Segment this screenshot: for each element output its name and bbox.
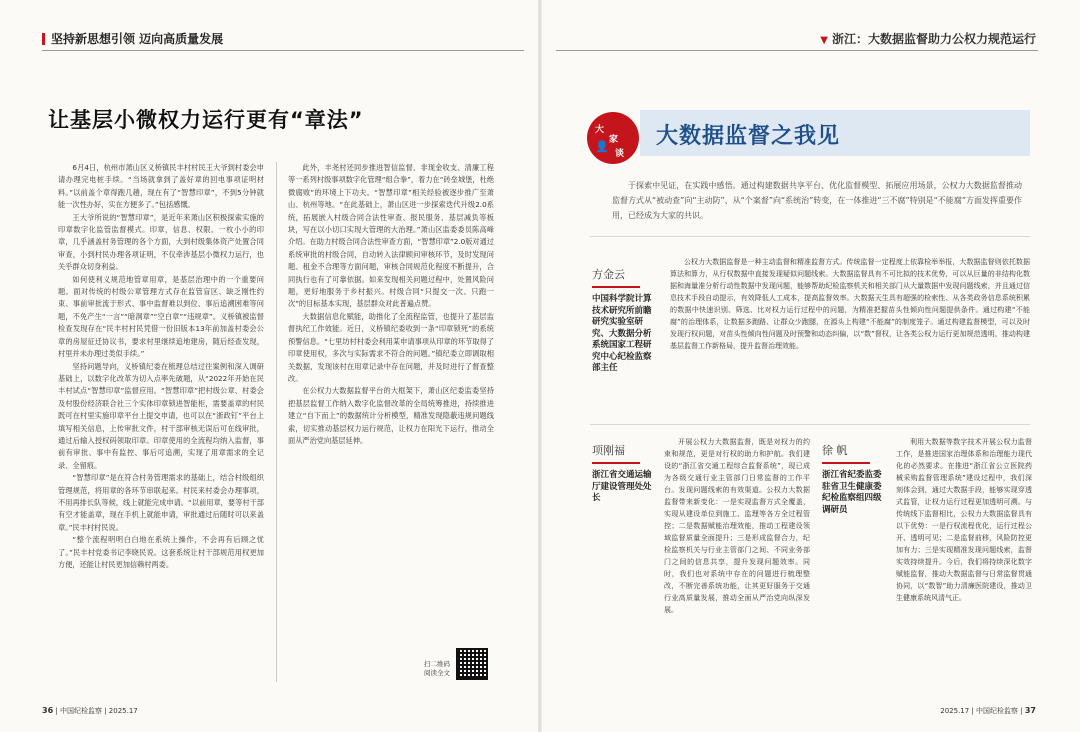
paragraph: 开展公权力大数据监督，既是对权力的约束和规范，更是对行权的助力和护航。我们建设的“浙江省交通工程综合监督系统”，现已成为各级交通行业主管部门日常监督的工作平台。发现问题线索的有效渠道。公权力大数据监督带来新变化：一是实现监督方式全覆盖，实现从建设单位到施工、监理等各方全过程管控；二是数据赋能治理效能，推动工程建设领域监督质量全面提升；三是形成监督合力，纪检监察机关与行业主管部门之间、不同业务部门之间的信息共享，提升发现问题效率。同时，我们也对系统中存在的问题进行梳理整改，不断完善系统功能，让其更好服务于交通行业高质量发展，推动全面从严治党向纵深发展。 bbox=[664, 438, 810, 614]
section-divider bbox=[590, 424, 1030, 425]
intro-divider bbox=[590, 236, 1030, 237]
paragraph: 如何使利义规范地管章用章，是基层治理中的一个重要问题。面对传统的村级公章管理方式存在监管盲区、缺乏刚性约束、事前审批流于形式、事中监督难以到位、事后追溯困难等问题，不免产生“一言”“暗洞章”“空白章”“违规章”。义桥镇被监督检查发现存在“民丰村村民凭借一份旧版本13年前加盖村委会公章的房屋征迁协议书，要求村里继续追地建房，随后经查发现，村里并未办理过类似手续。” bbox=[58, 274, 264, 359]
paragraph: 王大爷所说的“智慧印章”，是近年来萧山区积极探索实施的印章数字化监管监督模式。印章，信息、权限。一枚小小的印章，几乎涵盖村务管理的各个方面，大到村级集体资产处置合同审查，小到村民办理各项证明，不仅牵涉基层小微权力运行，也关乎群众切身利益。 bbox=[58, 212, 264, 272]
paragraph: 6月4日，杭州市萧山区义桥镇民丰村村民王大爷到村委会申请办理完电桩手续。“当场就拿到了盖好章的回电事项证明材料。”以前盖个章得跑几趟，现在有了“智慧印章”，不到5分钟就能一次性办好，实在方便多了。”包括感慨。 bbox=[58, 163, 264, 210]
author-title: 中国科学院计算技术研究所前瞻研究实验室研究、大数据分析系统国家工程研究中心纪检监察部主任 bbox=[592, 294, 652, 373]
right-running-head-text: 浙江：大数据监督助力公权力规范运行 bbox=[831, 32, 1036, 46]
author-accent-line bbox=[592, 286, 640, 288]
left-running-head: 坚持新思想引领 迈向高质量发展 bbox=[42, 30, 223, 47]
paragraph: 此外，丰尧村还同步推进智信监督、非现金收支、清廉工程等一系列村级事项数字化管理“组合拳”，着力在“砖垒城堡，杜绝微腐败”的环境上下功夫。“智慧印章”相关经验被逐步推广至萧山、杭州等地。“在此基础上，萧山区进一步探索迭代升级2.0系统，拓展嵌入村级合同合法性审查、报民服务、基层减负等板块，写在以小切口实现大管理的大治理。”萧山区监委委员陈高峰介绍。在助力村级合同合法性审查方面，“智慧印章”2.0版对通过系统审批的村级合同，自动转入法律顾问审核环节，及时发现问题、租金不合理等方面问题，审核合同规范化程度不断提升，合同执行也有了可靠依据。如来发现相关问题过程中，处置风险问题，更好地服务于乡村振兴。村级合同“只提交一次、只跑一次”的目标基本实现，基层群众对此普遍点赞。 bbox=[288, 163, 494, 309]
right-footer-date: 2025.17 bbox=[940, 707, 970, 715]
triangle-icon: ▼ bbox=[820, 35, 828, 46]
right-footer-magazine: 中国纪检监察 bbox=[976, 707, 1019, 715]
author-2-text bbox=[592, 436, 810, 690]
right-footer: 2025.17 | 中国纪检监察 | 37 bbox=[940, 706, 1036, 715]
badge-char: 谈 bbox=[615, 149, 625, 159]
left-header-rule bbox=[42, 50, 524, 51]
section-intro: 于探索中见证，在实践中感悟。通过构建数据共享平台、优化监督模型、拓展应用场景，公权力大数据监督推动监督方式从“被动查”向“主动防”、从“个案督”向“系统治”转变，在一体推进“三不腐”特别是“不能腐”方面发挥重要作用，已经成为大家的共识。 bbox=[612, 181, 1022, 220]
paragraph: 利用大数据等数字技术开展公权力监督工作，是推进国家治理体系和治理能力现代化的必然要求。在推进“浙江省公立医院药械采购监督管理系统”建设过程中，我们深刻体会到，通过大数据手段，能够实现穿透式监管，让权力运行过程更加透明可溯。与传统线下监督相比，公权力大数据监督具有以下优势：一是行权流程优化，运行过程公开、透明可见；二是监督前移，风险防控更加有力；三是实现精准发现问题线索，监督实效持续提升。今后，我们将持续深化数字赋能监督，推动大数据监督与日常监督贯通协同，以“数智”助力清廉医院建设，推动卫生健康系统风清气正。 bbox=[896, 438, 1032, 602]
author-name: 方金云 bbox=[592, 268, 625, 281]
badge-char: 家 bbox=[609, 135, 619, 145]
qr-code[interactable] bbox=[456, 648, 488, 680]
column-banner bbox=[640, 110, 1030, 156]
paragraph: “整个流程明明白白地在系统上操作，不会再有后顾之忧了。”民丰村党委书记李晓民说。这套系统让村干部规范用权更加方便，还能让村民更加信赖村两委。 bbox=[58, 535, 264, 569]
right-header-rule bbox=[556, 50, 1038, 51]
left-footer: 36 | 中国纪检监察 | 2025.17 bbox=[42, 706, 138, 715]
author-title: 浙江省交通运输厅建设管理处处长 bbox=[592, 470, 652, 503]
article-headline: 让基层小微权力运行更有“章法” bbox=[48, 108, 364, 132]
left-column-1 bbox=[58, 162, 264, 692]
left-footer-date: 2025.17 bbox=[108, 707, 138, 715]
paragraph: 在公权力大数据监督平台的大框架下，萧山区纪委监委坚持把基层监督工作纳入数字化监督改革的全局统筹推进，持续推进建立“自下而上”的数据统计分析模型，精准发现隐蔽违规问题线索，切实推动基层权力运行规范，让权力在阳光下运行，推动全面从严治党向基层延伸。 bbox=[288, 386, 494, 445]
author-3-text bbox=[822, 436, 1032, 690]
paragraph: 公权力大数据监督是一种主动监督和精准监督方式。传统监督一定程度上依靠检举举报，大数据监督则依托数据算法和算力，从行权数据中直接发现疑似问题线索。大数据监督具有不可比拟的技术优势，可以从巨量的非结构化数据和海量准分析行动性数据中发现问题，能够帮助纪检监察机关和相关部门从大量数据中发现问题线索，并且通过信息技术手段自动提示，有效降低人工成本，提高监督效率。大数据天生具有超强的检索性、从各类政务信息系统积累的数据中快速识别、筛选、比对权力运行过程中的问题，为精准把握苗头性倾向性问题提供条件。通过构建“不能腐”的治理体系，让数据多跑路、让群众少跑腿，在源头上构建“不能腐”的制度笼子。通过构建监督模型，可以及时发现行权问题，对苗头性倾向性问题及时预警和动态纠偏，以“数”督权，让各类公权力运行更加规范透明，推动构建基层监督工作新格局，提升监督治理效能。 bbox=[670, 258, 1030, 350]
author-name: 项刚福 bbox=[592, 444, 625, 457]
right-running-head bbox=[820, 30, 1036, 47]
author-card-1 bbox=[592, 266, 658, 375]
paragraph: 大数据信息化赋能，助推化了全流程监管，也提升了基层监督执纪工作效能。近日，义桥镇纪委收到一条“印章锁死”的系统预警信息。“七里坊村村委会利用某申请事项从印章的环节取得了印章使用权，多次与实际需求不符合的问题。”镇纪委立即调取相关数据，发现该村在用章记录中存在问题，并及时进行了督查整改。 bbox=[288, 311, 494, 383]
left-footer-magazine: 中国纪检监察 bbox=[59, 707, 102, 715]
page-spine bbox=[538, 0, 542, 732]
person-icon: 👤 bbox=[595, 140, 609, 153]
left-page-number: 36 bbox=[42, 706, 54, 715]
badge-char: 大 bbox=[595, 125, 605, 135]
right-page-number: 37 bbox=[1024, 706, 1036, 715]
banner-title: 大数据监督之我见 bbox=[656, 124, 841, 149]
qr-caption: 扫二维码阅读全文 bbox=[424, 660, 450, 677]
author-1-text bbox=[670, 256, 1030, 418]
dajiatan-badge bbox=[587, 112, 639, 164]
paragraph: 坚持问题导向，义桥镇纪委在梳理总结过往案例和深入调研基础上，以数字化改革为切入点率先破题，从“2022年开始在民丰村试点“智慧印章”监督应用。“智慧印章”把村级公章、村委会及村股份经济联合社三个实体印章锁进智能柜，需要盖章的村民既可在村里实施印章平台上提交申请，也可以在“浙政钉”平台上填写相关信息，上传审批文件，村干部审核无误后可在线审批，通过后输入授权码领取印章。印章使用的全流程均纳入监督，事前有审批、事中有监控、事后可追溯，实现了用章需求的全记录、全留痕。 bbox=[58, 361, 264, 470]
column-divider bbox=[276, 162, 277, 682]
paragraph: “智慧印章”是在符合村务管理需求的基础上，结合村级组织管理规范，将用章的各环节串联起来。村民来村委会办理事项，不用再排长队等候，线上就能完成申请。“以前用章，要等村干部有空才能盖章，现在手机上就能申请，审批通过后随时可以来盖章。”民丰村村民说。 bbox=[58, 473, 264, 532]
author-title: 浙江省纪委监委驻省卫生健康委纪检监察组四级调研员 bbox=[822, 470, 882, 515]
left-column-2 bbox=[288, 162, 494, 632]
author-name: 徐 帆 bbox=[822, 444, 848, 457]
